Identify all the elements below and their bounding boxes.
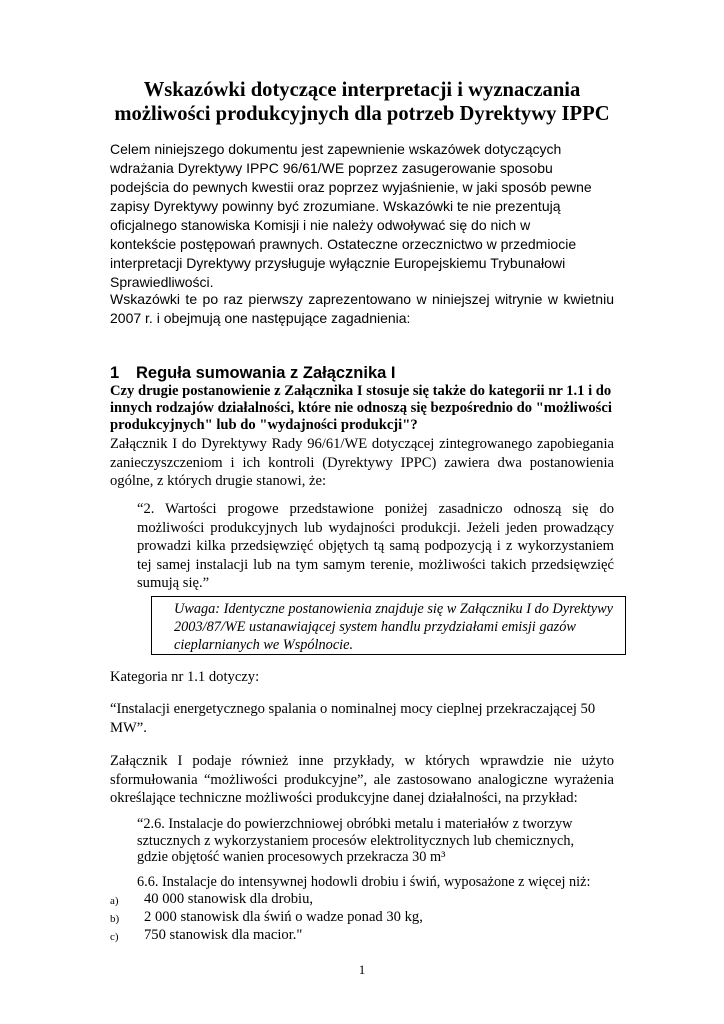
quote-annex-provision: “2. Wartości progowe przedstawione poniżej zasadniczo odnoszą się do możliwości produkcyjnych lub wydajności produkcji. Jeżeli jeden prowadzący prowadzi kilka przedsięwzięć objętych tą samą podpozycją i z wykorzystaniem tej samej instalacji lub na tym samym terenie, możliwości takich przedsięwzięć sumują się.” bbox=[137, 501, 614, 591]
title-line-1: Wskazówki dotyczące interpretacji i wyznaczania bbox=[143, 79, 581, 101]
intro-paragraph-1 bbox=[110, 140, 614, 292]
quote-line: gdzie objętość wanien procesowych przekracza 30 m³ bbox=[137, 849, 446, 865]
section-1-heading bbox=[110, 363, 396, 383]
intro-line: zapisy Dyrektywy powinny być zrozumiane. Wskazówki te nie prezentują bbox=[110, 198, 561, 214]
intro-line: oficjalnego stanowiska Komisji i nie należy odwoływać się do nich w bbox=[110, 217, 531, 233]
section-paragraph-1: Załącznik I do Dyrektywy Rady 96/61/WE dotyczącej zintegrowanego zapobiegania zanieczyszczeniom i ich kontroli (Dyrektywy IPPC) zawiera dwa postanowienia ogólne, z których drugie stanowi, że: bbox=[110, 436, 614, 489]
quote-line: sztucznych z wykorzystaniem procesów elektrolitycznych lub chemicznych, bbox=[137, 832, 575, 849]
page-number: 1 bbox=[358, 962, 366, 977]
section-title: Reguła sumowania z Załącznika I bbox=[136, 364, 396, 382]
intro-line: Celem niniejszego dokumentu jest zapewnienie wskazówek dotyczących bbox=[110, 141, 562, 157]
section-number: 1 bbox=[110, 364, 120, 382]
list-marker: c) bbox=[110, 931, 119, 943]
note-box: Uwaga: Identyczne postanowienia znajduje się w Załączniku I do Dyrektywy 2003/87/WE ustanawiającej system handlu przydziałami emisji gazów cieplarnianych we Wspólnocie. bbox=[151, 596, 626, 655]
section-question: Czy drugie postanowienie z Załącznika I stosuje się także do kategorii nr 1.1 i do innych rodzajów działalności, które nie odnoszą się bezpośrednio do "możliwości produkcyjnych" lub do "wydajności produkcji"? bbox=[110, 383, 612, 433]
quote-2-6 bbox=[137, 816, 607, 866]
list-text: 750 stanowisk dla macior." bbox=[144, 927, 303, 943]
intro-line: interpretacji Dyrektywy przysługuje wyłącznie Europejskiemu Trybunałowi bbox=[110, 255, 566, 271]
quote-6-6: 6.6. Instalacje do intensywnej hodowli drobiu i świń, wyposażone z więcej niż: bbox=[137, 874, 591, 890]
list-text: 2 000 stanowisk dla świń o wadze ponad 30 kg, bbox=[144, 909, 423, 925]
list-marker: a) bbox=[110, 895, 119, 907]
quote-category-1-1: “Instalacji energetycznego spalania o nominalnej mocy cieplnej przekraczającej 50 MW”. bbox=[110, 701, 596, 736]
intro-paragraph-2: Wskazówki te po raz pierwszy zaprezentowano w niniejszej witrynie w kwietniu 2007 r. i obejmują one następujące zagadnienia: bbox=[110, 291, 614, 326]
intro-line: kontekście postępowań prawnych. Ostateczne orzecznictwo w przedmiocie bbox=[110, 236, 577, 252]
title-line-2: możliwości produkcyjnych dla potrzeb Dyrektywy IPPC bbox=[114, 103, 610, 125]
intro-line: wdrażania Dyrektywy IPPC 96/61/WE poprzez zasugerowanie sposobu bbox=[110, 160, 553, 176]
document-title bbox=[60, 78, 664, 126]
section-paragraph-3: Załącznik I podaje również inne przykłady, w których wprawdzie nie użyto sformułowania “możliwości produkcyjne”, ale zastosowano analogiczne wyrażenia określające techniczne możliwości produkcyjne danej działalności, na przykład: bbox=[110, 753, 614, 806]
list-text: 40 000 stanowisk dla drobiu, bbox=[144, 891, 314, 907]
quote-line: “2.6. Instalacje do powierzchniowej obróbki metalu i materiałów z tworzyw bbox=[137, 816, 573, 832]
list-marker: b) bbox=[110, 913, 120, 925]
category-paragraph: Kategoria nr 1.1 dotyczy: bbox=[110, 669, 260, 685]
intro-line: Sprawiedliwości. bbox=[110, 274, 214, 290]
intro-line: podejścia do pewnych kwestii oraz poprzez wyjaśnienie, w jaki sposób pewne bbox=[110, 179, 592, 195]
